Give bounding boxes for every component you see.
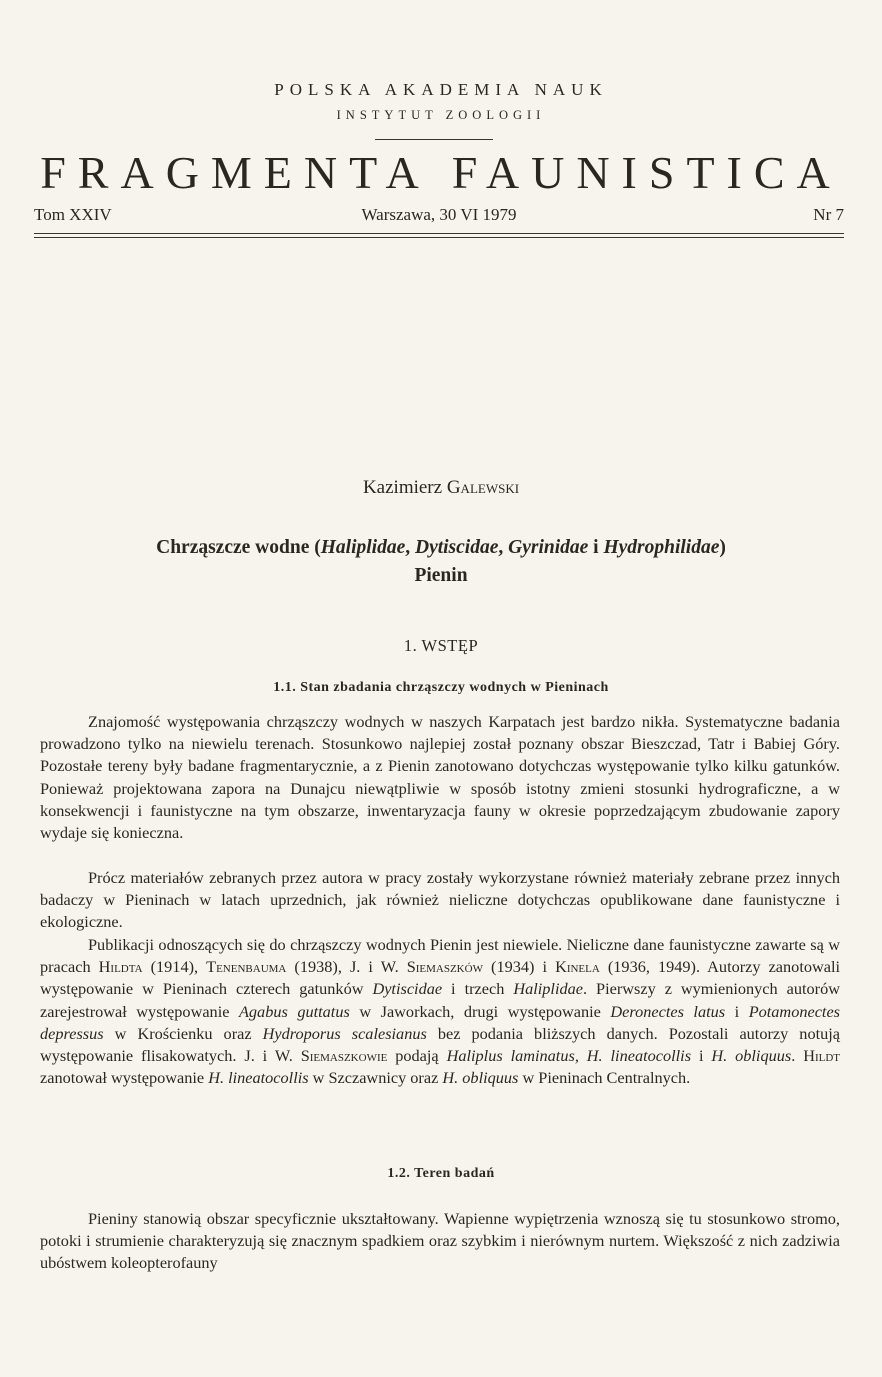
article-author [0,477,882,499]
title-text: i [588,537,604,558]
header-short-rule [375,139,493,140]
author-citation: Hildt [803,1046,841,1066]
text-run: i [725,1001,749,1021]
text-run: (1938), J. i W. [286,957,407,977]
text-run: i [691,1046,712,1066]
paragraph-2: Prócz materiałów zebranych przez autora w pracy zostały wykorzystane również materiały zebrane przez innych badaczy w Pieninach w latach uprzednich, jak również nieliczne dotychczas opublikowane dane faunistyczne i ekologiczne. [40,868,840,932]
taxon-name: Dytiscidae [372,979,443,999]
subsection-heading-study-area: 1.2. Teren badań [387,1166,495,1181]
academy-name: POLSKA AKADEMIA NAUK [274,80,608,99]
author-citation: Siemaszkowie [300,1046,388,1066]
place-date-label: Warszawa, 30 VI 1979 [361,205,517,224]
author-first-name: Kazimierz [362,477,443,498]
volume-label: Tom XXIV [34,205,112,224]
issue-number-label: Nr 7 [813,205,844,224]
paragraph-1: Znajomość występowania chrząszczy wodnych w naszych Karpatach jest bardzo nikła. Systematyczne badania prowadzono tylko na niewielu terenach. Stosunkowo najlepiej został poznany obszar Bieszczad, Tatr i Babiej Góry. Pozostałe tereny były badane fragmentarycznie, a z Pienin zanotowano dotychczas występowanie tylko kilku gatunków. Ponieważ projektowana zapora na Dunajcu niewątpliwie w sposób istotny zmieni stosunki hydrograficzne, a w konsekwencji i faunistyczne na tym obszarze, inwentaryzacja fauny w okresie poprzedzającym zbudowanie zapory wydaje się konieczna. [40,712,840,843]
title-family: Dytiscidae [414,537,499,558]
text-run: podają [387,1046,447,1066]
title-text: , [405,537,415,558]
title-family: Gyrinidae [508,537,589,558]
taxon-name: H. obliquus [442,1068,519,1088]
author-citation: Kinela [555,957,600,977]
text-run: w Jaworkach, drugi występowanie [349,1001,611,1021]
paragraph-4: Pieniny stanowią obszar specyficznie ukształtowany. Wapienne wypiętrzenia wznoszą się tu stosunkowo stromo, potoki i strumienie charakteryzują się znacznym spadkiem oraz szybkim i nierównym nurtem. Większość z nich zadziwia ubóstwem koleopterofauny [40,1209,840,1273]
taxon-name: Agabus guttatus [238,1001,350,1021]
author-citation: Siemaszków [406,957,483,977]
author-citation: Hildta [98,957,143,977]
title-family: Haliplidae [320,537,406,558]
taxon-name: H. lineatocollis [208,1068,309,1088]
text-run: w Pieninach Centralnych. [518,1068,691,1088]
taxon-name: Hydroporus scalesianus [262,1023,427,1043]
text-run: , [574,1046,587,1066]
text-run: w Szczawnicy oraz [308,1068,443,1088]
text-run: i trzech [442,979,514,999]
title-text: ) [719,537,726,558]
taxon-name: Haliplus laminatus [446,1046,575,1066]
journal-title: FRAGMENTA FAUNISTICA [40,147,842,198]
text-run: bez podania bliższych danych. Pozostali autorzy notują występowanie flisakowatych. J. i W. [40,1023,840,1066]
text-run: (1936, 1949). Autorzy zanotowali występowanie w Pieninach czterech gatunków [40,957,841,999]
section-heading-intro: 1. WSTĘP [403,636,479,655]
text-run: . [791,1046,804,1066]
title-text: , [498,537,509,558]
header-double-rule [34,233,844,238]
taxon-name: Haliplidae [513,979,583,999]
text-run: zanotował występowanie [40,1068,209,1088]
institute-name: INSTYTUT ZOOLOGII [336,108,546,122]
title-text: Chrząszcze wodne ( [156,537,321,558]
text-run: Publikacji odnoszących się do chrząszczy wodnych Pienin jest niewiele. Nieliczne dane faunistyczne zawarte są w pracach [40,935,840,977]
taxon-name: Deronectes latus [610,1001,726,1021]
taxon-name: Potamonectes depressus [40,1001,841,1043]
taxon-name: H. obliquus [711,1046,792,1066]
taxon-name: H. lineatocollis [586,1046,692,1066]
text-run: (1934) i [482,957,556,977]
title-family: Hydrophilidae [603,537,720,558]
author-last-name: Galewski [446,477,520,498]
text-run: w Krościenku oraz [103,1023,263,1043]
paragraph-3 [40,934,840,1089]
text-run: (1914), [142,957,207,977]
author-citation: Tenenbauma [206,957,287,977]
title-line-2: Pienin [414,565,468,586]
text-run: . Pierwszy z wymienionych autorów zarejestrował występowanie [40,979,841,1021]
subsection-heading-state: 1.1. Stan zbadania chrząszczy wodnych w Pieninach [273,680,609,695]
article-title [40,534,842,590]
issue-info-row [34,205,844,229]
